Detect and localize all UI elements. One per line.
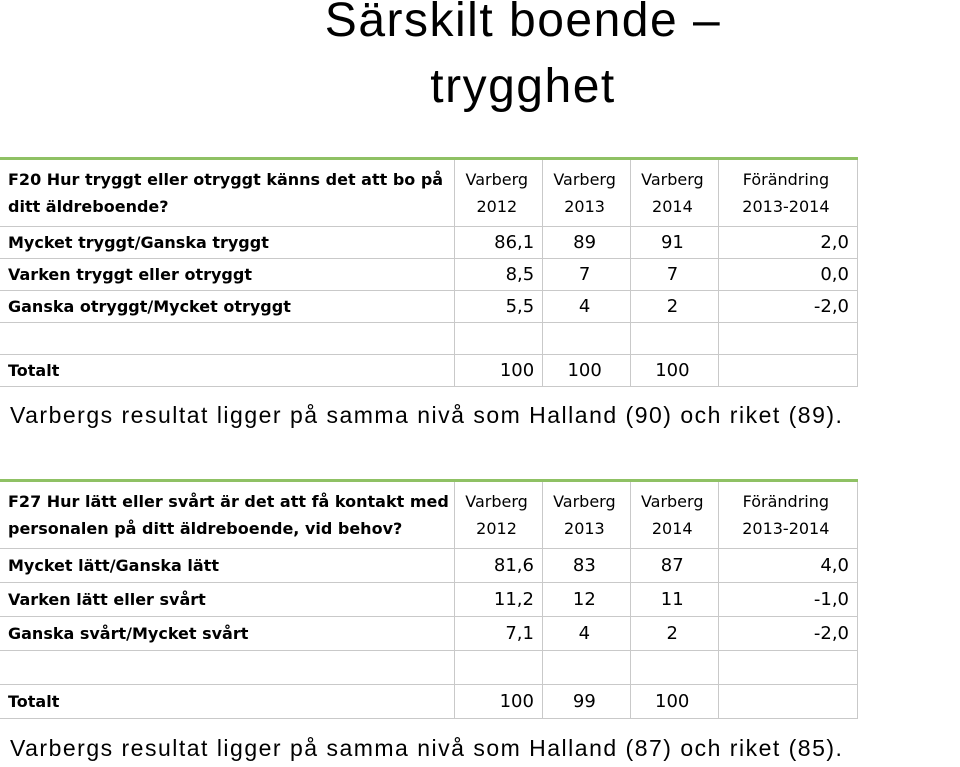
value-change: 0,0 bbox=[718, 259, 857, 291]
value-2014: 2 bbox=[631, 291, 719, 323]
value-2014: 11 bbox=[630, 583, 718, 617]
page-title-line-2: trygghet bbox=[430, 60, 616, 113]
col-header-line: 2014 bbox=[652, 197, 693, 216]
total-row bbox=[0, 685, 858, 719]
table-row bbox=[0, 227, 858, 259]
total-label: Totalt bbox=[0, 685, 455, 719]
col-header-line: 2013 bbox=[564, 197, 605, 216]
total-label: Totalt bbox=[0, 355, 455, 387]
table-row bbox=[0, 259, 858, 291]
row-label: Mycket lätt/Ganska lätt bbox=[0, 549, 455, 583]
total-2013: 100 bbox=[543, 355, 631, 387]
col-header-line: 2014 bbox=[651, 519, 693, 538]
value-change: -1,0 bbox=[718, 583, 857, 617]
col-header-change bbox=[718, 159, 857, 227]
col-header-2013 bbox=[542, 481, 630, 549]
summary-note: Varbergs resultat ligger på samma nivå som Halland (90) och riket (89). bbox=[10, 402, 844, 428]
table-row bbox=[0, 617, 858, 651]
total-2013: 99 bbox=[542, 685, 630, 719]
row-label: Mycket tryggt/Ganska tryggt bbox=[0, 227, 455, 259]
total-change bbox=[718, 355, 857, 387]
value-2013: 4 bbox=[542, 617, 630, 651]
col-header-2012 bbox=[455, 159, 543, 227]
empty-row bbox=[0, 323, 858, 355]
value-2014: 2 bbox=[630, 617, 718, 651]
value-2014: 91 bbox=[631, 227, 719, 259]
col-header-2013 bbox=[543, 159, 631, 227]
value-2012: 7,1 bbox=[455, 617, 543, 651]
table-row bbox=[0, 583, 858, 617]
contact-table bbox=[0, 479, 858, 719]
col-header-line: Varberg bbox=[641, 170, 704, 189]
total-2014: 100 bbox=[631, 355, 719, 387]
value-change: 4,0 bbox=[718, 549, 857, 583]
summary-note: Varbergs resultat ligger på samma nivå som Halland (87) och riket (85). bbox=[10, 735, 844, 761]
value-2012: 11,2 bbox=[455, 583, 543, 617]
col-header-2012 bbox=[455, 481, 543, 549]
total-2012: 100 bbox=[455, 685, 543, 719]
value-2013: 12 bbox=[542, 583, 630, 617]
row-label: Varken lätt eller svårt bbox=[0, 583, 455, 617]
table-header-row bbox=[0, 159, 858, 227]
value-2012: 86,1 bbox=[455, 227, 543, 259]
col-header-line: 2012 bbox=[476, 197, 518, 216]
value-2013: 89 bbox=[543, 227, 631, 259]
value-change: -2,0 bbox=[718, 617, 857, 651]
total-2014: 100 bbox=[630, 685, 718, 719]
value-2012: 8,5 bbox=[455, 259, 543, 291]
col-header-line: Förändring bbox=[742, 170, 830, 189]
col-header-line: 2013-2014 bbox=[742, 519, 830, 538]
col-header-2014 bbox=[630, 481, 718, 549]
total-2012: 100 bbox=[455, 355, 543, 387]
col-header-line: 2013 bbox=[564, 519, 605, 538]
empty-row bbox=[0, 651, 858, 685]
col-header-change bbox=[718, 481, 857, 549]
col-header-line: Varberg bbox=[553, 492, 616, 511]
value-change: -2,0 bbox=[718, 291, 857, 323]
value-2013: 7 bbox=[543, 259, 631, 291]
value-2014: 7 bbox=[631, 259, 719, 291]
col-header-line: Förändring bbox=[742, 492, 830, 511]
col-header-line: 2012 bbox=[476, 519, 517, 538]
value-2014: 87 bbox=[630, 549, 718, 583]
row-label: Ganska svårt/Mycket svårt bbox=[0, 617, 455, 651]
table-row bbox=[0, 549, 858, 583]
value-2012: 5,5 bbox=[455, 291, 543, 323]
value-2013: 83 bbox=[542, 549, 630, 583]
value-change: 2,0 bbox=[718, 227, 857, 259]
safety-table bbox=[0, 157, 858, 387]
question-text: F20 Hur tryggt eller otryggt känns det att bo på ditt äldreboende? bbox=[0, 159, 455, 227]
value-2012: 81,6 bbox=[455, 549, 543, 583]
total-row bbox=[0, 355, 858, 387]
col-header-2014 bbox=[631, 159, 719, 227]
question-text: F27 Hur lätt eller svårt är det att få kontakt med personalen på ditt äldreboende, vid behov? bbox=[0, 481, 455, 549]
col-header-line: Varberg bbox=[640, 492, 704, 511]
page-title-line-1: Särskilt boende – bbox=[324, 0, 722, 47]
table-header-row bbox=[0, 481, 858, 549]
row-label: Ganska otryggt/Mycket otryggt bbox=[0, 291, 455, 323]
value-2013: 4 bbox=[543, 291, 631, 323]
col-header-line: 2013-2014 bbox=[742, 197, 830, 216]
total-change bbox=[718, 685, 857, 719]
table-row bbox=[0, 291, 858, 323]
col-header-line: Varberg bbox=[465, 170, 529, 189]
col-header-line: Varberg bbox=[465, 492, 528, 511]
row-label: Varken tryggt eller otryggt bbox=[0, 259, 455, 291]
col-header-line: Varberg bbox=[553, 170, 616, 189]
